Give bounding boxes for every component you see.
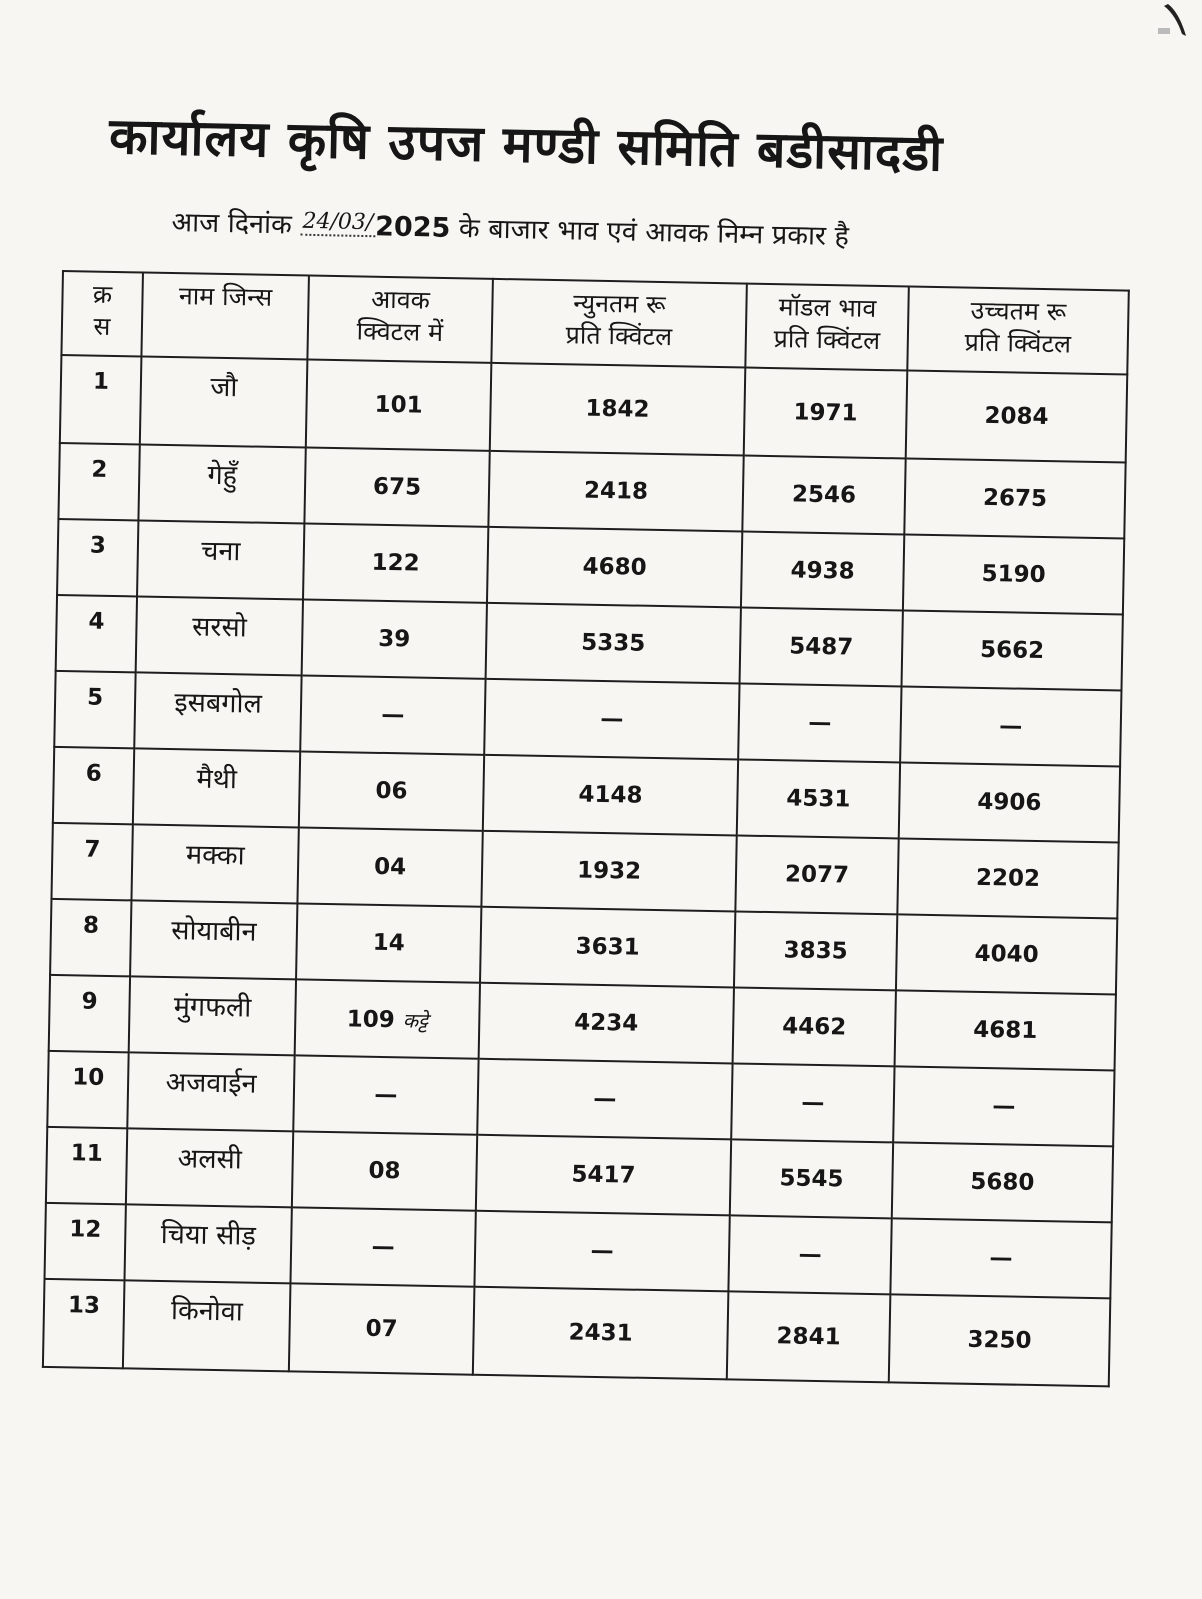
cell-min: — <box>477 1059 732 1140</box>
cell-min: 2431 <box>473 1287 729 1380</box>
header-max <box>907 287 1129 375</box>
page-subtitle <box>171 202 1032 257</box>
cell-sn: 3 <box>57 519 138 596</box>
cell-max: — <box>890 1218 1111 1298</box>
arrival-value: 109 <box>346 1005 395 1033</box>
cell-sn: 1 <box>60 355 142 444</box>
header-max-line2: प्रति क्विंटल <box>964 327 1072 359</box>
cell-name: मैथी <box>133 748 300 827</box>
cell-modal: 5487 <box>740 607 903 686</box>
cell-arrival: — <box>293 1055 478 1134</box>
cell-max: — <box>900 686 1121 766</box>
cell-sn: 13 <box>43 1279 125 1368</box>
cell-arrival: 06 <box>299 751 484 830</box>
arrival-handwritten-note: कट्टे <box>402 1007 429 1033</box>
header-modal-line2: प्रति क्विंटल <box>773 324 881 356</box>
cell-max: 5662 <box>902 610 1123 690</box>
cell-name: मुंगफली <box>129 976 296 1055</box>
cell-arrival: 675 <box>304 447 489 526</box>
cell-modal: 1971 <box>744 368 908 459</box>
cell-max: — <box>893 1066 1114 1146</box>
cell-name: चना <box>137 520 304 599</box>
date-year: 2025 <box>374 211 451 244</box>
cell-arrival: 39 <box>302 599 487 678</box>
cell-min: 5417 <box>476 1135 731 1216</box>
header-name <box>141 272 309 359</box>
cell-name: किनोवा <box>123 1280 291 1371</box>
cell-modal: 2841 <box>727 1291 891 1382</box>
cell-arrival: 07 <box>289 1283 475 1374</box>
cell-modal: 4938 <box>741 532 904 611</box>
header-modal-line1: मॉडल भाव <box>778 292 877 323</box>
cell-min: 1842 <box>490 363 746 456</box>
cell-sn: 6 <box>53 747 134 824</box>
date-handwritten: 24/03/ <box>300 209 375 238</box>
header-modal <box>745 284 909 371</box>
cell-min: 2418 <box>488 451 743 532</box>
ink-mark-icon <box>1158 4 1188 38</box>
table-row <box>43 1279 1110 1387</box>
cell-arrival: 08 <box>292 1131 477 1210</box>
cell-modal: 2546 <box>742 456 905 535</box>
header-min <box>491 279 746 368</box>
cell-modal: 4531 <box>737 759 900 838</box>
cell-modal: — <box>738 683 901 762</box>
cell-max: 2202 <box>897 838 1118 918</box>
header-sn <box>61 271 143 356</box>
cell-max: 2084 <box>906 371 1128 463</box>
cell-max: 5190 <box>903 534 1124 614</box>
header-max-line1: उच्चतम रू <box>970 295 1067 327</box>
cell-sn: 5 <box>54 671 135 748</box>
cell-modal: 5545 <box>730 1139 893 1218</box>
cell-modal: 3835 <box>734 911 897 990</box>
cell-name: मक्का <box>131 824 298 903</box>
cell-arrival: — <box>290 1207 475 1286</box>
cell-min: 5335 <box>486 603 741 684</box>
cell-sn: 2 <box>58 443 139 520</box>
cell-max: 4906 <box>899 762 1120 842</box>
cell-modal: 4462 <box>733 987 896 1066</box>
header-min-line2: प्रति क्विंटल <box>565 320 673 352</box>
cell-arrival: — <box>300 675 485 754</box>
cell-sn: 10 <box>47 1051 128 1128</box>
cell-max: 2675 <box>904 458 1125 538</box>
cell-name: गेहुँ <box>138 444 305 523</box>
cell-name: जौ <box>140 356 308 447</box>
cell-min: 4148 <box>483 755 738 836</box>
subtitle-suffix: के बाजार भाव एवं आवक निम्न प्रकार है <box>458 213 850 253</box>
cell-name: अलसी <box>126 1128 293 1207</box>
page-title: कार्यालय कृषि उपज मण्डी समिति बडीसादडी <box>108 106 944 183</box>
cell-sn: 11 <box>46 1127 127 1204</box>
cell-arrival: 14 <box>296 903 481 982</box>
header-min-line1: न्युनतम रू <box>573 288 666 320</box>
cell-sn: 4 <box>56 595 137 672</box>
cell-name: इसबगोल <box>134 672 301 751</box>
header-sn-line1: क्र <box>92 279 113 309</box>
cell-modal: — <box>728 1215 891 1294</box>
cell-max: 4040 <box>896 914 1117 994</box>
cell-min: 4680 <box>487 527 742 608</box>
header-sn-line2: स <box>93 311 111 341</box>
cell-arrival: 101 <box>306 360 492 451</box>
cell-modal: — <box>731 1063 894 1142</box>
cell-max: 3250 <box>889 1294 1111 1386</box>
header-name-label: नाम जिन्स <box>178 281 273 312</box>
header-arrival-line2: क्विटल में <box>356 316 444 347</box>
cell-min: — <box>484 679 739 760</box>
cell-name: सरसो <box>136 596 303 675</box>
rates-table-wrapper <box>42 270 1128 1387</box>
cell-name: अजवाईन <box>127 1052 294 1131</box>
cell-max: 5680 <box>892 1142 1113 1222</box>
subtitle-prefix: आज दिनांक <box>171 206 293 241</box>
cell-sn: 12 <box>45 1203 126 1280</box>
cell-min: — <box>474 1211 729 1292</box>
cell-modal: 2077 <box>735 835 898 914</box>
header-arrival <box>307 276 493 363</box>
cell-name: चिया सीड़ <box>124 1204 291 1283</box>
cell-min: 4234 <box>479 983 734 1064</box>
header-arrival-line1: आवक <box>370 284 431 315</box>
cell-sn: 9 <box>49 975 130 1052</box>
cell-name: सोयाबीन <box>130 900 297 979</box>
cell-max: 4681 <box>895 990 1116 1070</box>
rates-table <box>42 270 1130 1387</box>
cell-arrival <box>295 979 480 1058</box>
cell-min: 1932 <box>481 831 736 912</box>
cell-min: 3631 <box>480 907 735 988</box>
cell-arrival: 04 <box>297 827 482 906</box>
cell-sn: 7 <box>51 823 132 900</box>
cell-arrival: 122 <box>303 523 488 602</box>
cell-sn: 8 <box>50 899 131 976</box>
